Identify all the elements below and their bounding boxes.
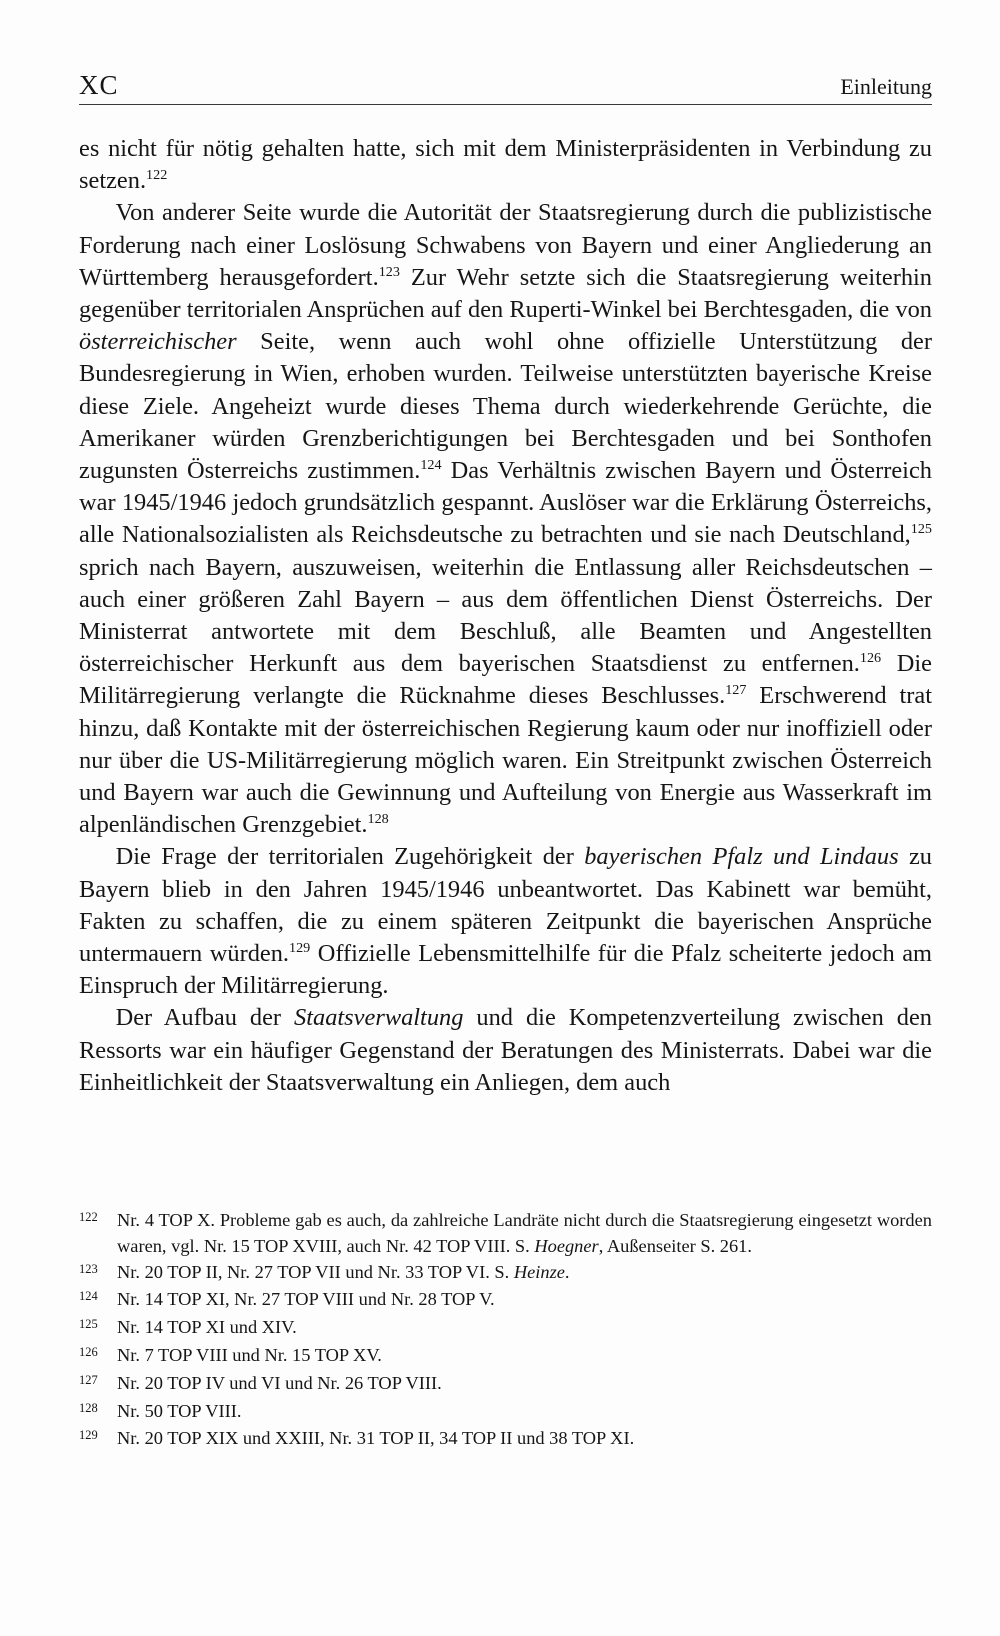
text-run: Nr. 20 TOP II, Nr. 27 TOP VII und Nr. 33 TOP VI. S. — [117, 1261, 514, 1282]
footnote — [79, 1260, 932, 1288]
running-head: Einleitung — [840, 74, 932, 99]
italic-text: Hoegner — [534, 1235, 599, 1256]
footnote — [79, 1426, 932, 1454]
italic-text: österreichischer — [79, 328, 237, 356]
paragraph — [79, 197, 932, 841]
text-run: Die Frage der territorialen Zugehörigkeit der — [115, 843, 585, 871]
footnote-number: 128 — [79, 1400, 98, 1415]
text-run: Von anderer Seite wurde die Autorität der Staatsregierung durch die publizistische Forderung nach einer Loslösung Schwabens von Bayern und einer Angliederung an Württemberg herausgefordert. — [79, 199, 932, 291]
page-number: XC — [79, 70, 119, 100]
text-run: Zur Wehr setzte sich die Staatsregierung weiterhin gegenüber territorialen Ansprüchen auf den Ruperti-Winkel bei Berchtesgaden, die von — [79, 263, 932, 324]
paragraph — [79, 841, 932, 1002]
text-run: Erschwerend trat hinzu, daß Kontakte mit der österreichischen Regierung kaum oder nur inoffiziell oder nur über die US-Militärregierung möglich waren. Ein Streitpunkt zwischen Österreich und Bayern war auch die Gewinnung und Aufteilung von Energie aus Wasserkraft im alpenländischen Grenzgebiet. — [79, 682, 932, 839]
text-run: Nr. 4 TOP X. Probleme gab es auch, da zahlreiche Landräte nicht durch die Staatsregierung eingesetzt worden waren, vgl. Nr. 15 TOP XVIII, auch Nr. 42 TOP VIII. S. — [117, 1210, 932, 1256]
footnote-text — [117, 1399, 932, 1425]
text-run: Nr. 14 TOP XI und XIV. — [117, 1317, 297, 1338]
text-run: zu Bayern blieb in den Jahren 1945/1946 unbeantwortet. Das Kabinett war bemüht, Fakten zu schaffen, die zu einem späteren Zeitpunkt die bayerischen Ansprüche untermauern würden. — [79, 843, 932, 968]
text-run: Seite, wenn auch wohl ohne offizielle Unterstützung der Bundesregierung in Wien, erhoben wurden. Teilweise unterstützten bayerische Kreise diese Ziele. Angeheizt wurde dieses Thema durch wiederkehrende Gerüchte, die Amerikaner würden Grenzberichtigungen bei Berchtesgaden und bei Sonthofen zugunsten Österreichs zustimmen. — [79, 328, 932, 485]
footnote — [79, 1399, 932, 1427]
footnote-text — [117, 1343, 932, 1369]
footnote-number: 123 — [79, 1261, 98, 1276]
italic-text: bayerischen Pfalz und Lindaus — [584, 843, 899, 871]
footnote-number: 122 — [79, 1210, 98, 1224]
footnote — [79, 1287, 932, 1315]
text-run: Offizielle Lebensmittelhilfe für die Pfalz scheiterte jedoch am Einspruch der Militärregierung. — [79, 940, 932, 1000]
text-run: Nr. 14 TOP XI, Nr. 27 TOP VIII und Nr. 28 TOP V. — [117, 1289, 495, 1310]
italic-text: Heinze — [513, 1261, 565, 1282]
text-run: Nr. 50 TOP VIII. — [117, 1400, 242, 1421]
footnote-reference: 127 — [725, 682, 747, 699]
footnote-number: 125 — [79, 1317, 98, 1332]
footnote — [79, 1208, 932, 1260]
text-run: Das Verhältnis zwischen Bayern und Österreich war 1945/1946 jedoch grundsätzlich gespannt. Auslöser war die Erklärung Österreichs, alle Nationalsozialisten als Reichsdeutsche zu betrachten und sie nach Deutschland, — [79, 457, 932, 549]
paragraph — [79, 133, 932, 197]
footnote — [79, 1343, 932, 1371]
footnote-number: 124 — [79, 1289, 98, 1304]
italic-text: Staatsverwaltung — [294, 1004, 464, 1032]
footnote-number: 127 — [79, 1372, 98, 1387]
footnote — [79, 1315, 932, 1343]
footnote-reference: 124 — [420, 456, 442, 473]
footnote-reference: 125 — [910, 521, 932, 538]
footnote-text — [117, 1315, 932, 1341]
text-run: . — [564, 1261, 570, 1282]
footnote-text — [117, 1287, 932, 1313]
body-text — [79, 133, 932, 1099]
text-run: Nr. 20 TOP XIX und XXIII, Nr. 31 TOP II, 34 TOP II und 38 TOP XI. — [117, 1428, 635, 1449]
footnotes — [79, 1208, 932, 1454]
footnote-number: 126 — [79, 1344, 98, 1359]
footnote-reference: 129 — [289, 939, 311, 956]
page-header — [79, 64, 932, 105]
footnote-text — [117, 1371, 932, 1397]
paragraph — [79, 1002, 932, 1099]
footnote-reference: 128 — [367, 811, 389, 828]
text-run: sprich nach Bayern, auszuweisen, weiterhin die Entlassung aller Reichsdeutschen – auch einer größeren Zahl Bayern – aus dem öffentlichen Dienst Österreichs. Der Ministerrat antwortete mit dem Beschluß, alle Beamten und Angestellten österreichischer Herkunft aus dem bayerischen Staatsdienst zu entfernen. — [79, 553, 932, 678]
footnote-text — [117, 1208, 932, 1260]
footnote-reference: 126 — [859, 650, 882, 667]
text-run: und die Kompetenzverteilung zwischen den Ressorts war ein häufiger Gegenstand der Beratungen des Ministerrats. Dabei war die Einheitlichkeit der Staatsverwaltung ein Anliegen, dem auch — [79, 1004, 932, 1096]
footnote-text — [117, 1426, 932, 1452]
text-run: Nr. 20 TOP IV und VI und Nr. 26 TOP VIII. — [117, 1372, 442, 1393]
text-run: Der Aufbau der — [115, 1004, 295, 1032]
text-run: es nicht für nötig gehalten hatte, sich mit dem Ministerpräsidenten in Verbindung zu setzen. — [79, 135, 932, 195]
text-run: Die Militärregierung verlangte die Rücknahme dieses Beschlusses. — [79, 650, 932, 710]
text-run: Nr. 7 TOP VIII und Nr. 15 TOP XV. — [117, 1344, 382, 1365]
footnote-reference: 122 — [146, 167, 168, 184]
footnote — [79, 1371, 932, 1399]
footnote-reference: 123 — [378, 263, 400, 280]
text-run: , Außenseiter S. 261. — [598, 1235, 752, 1256]
footnote-number: 129 — [79, 1428, 98, 1443]
footnote-text — [117, 1260, 932, 1286]
